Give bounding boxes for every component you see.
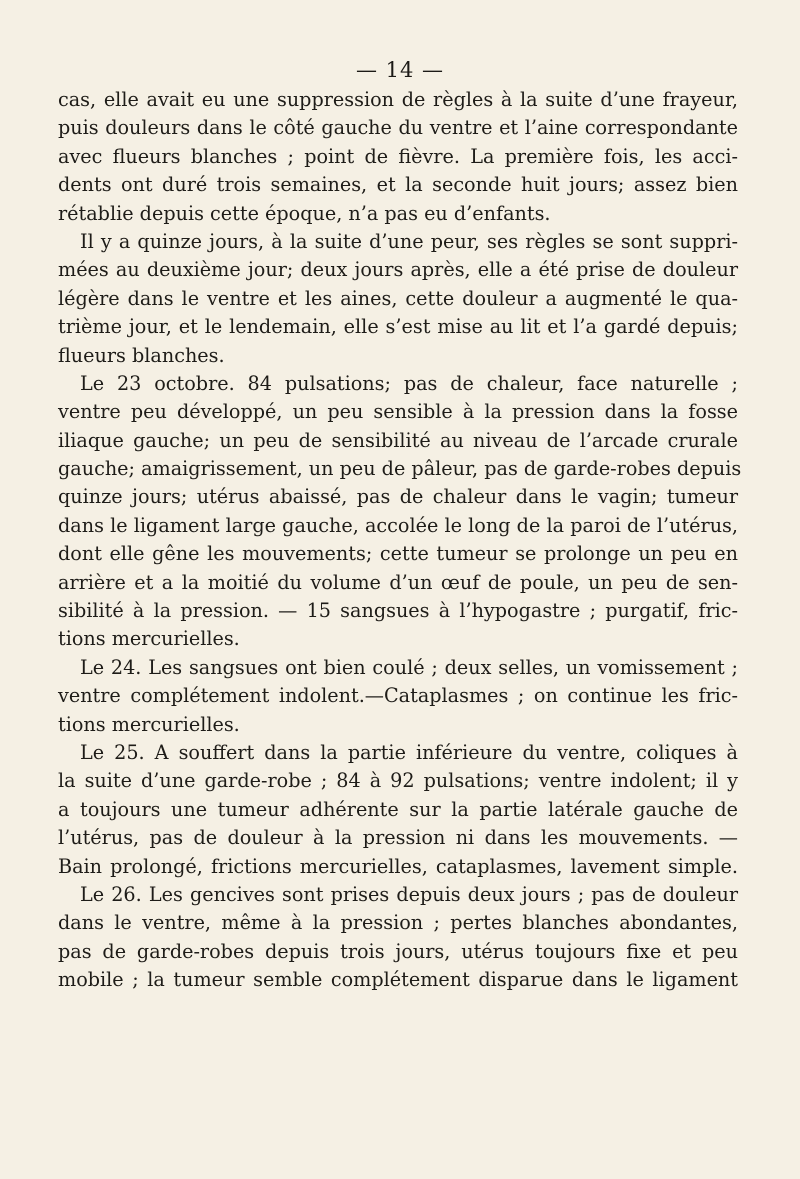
text-line: mées au deuxième jour; deux jours après, elle a été prise de douleur [58,258,738,282]
text-line: dont elle gêne les mouvements; cette tumeur se prolonge un peu en [58,542,738,566]
text-line: arrière et a la moitié du volume d’un œuf de poule, un peu de sen- [58,570,738,594]
text-line: Le 25. A souffert dans la partie inférieure du ventre, coliques à [80,740,738,764]
text-line: l’utérus, pas de douleur à la pression ni dans les mouvements. — [58,826,738,850]
text-line: sibilité à la pression. — 15 sangsues à l’hypogastre ; purgatif, fric- [58,599,738,623]
text-line: quinze jours; utérus abaissé, pas de chaleur dans le vagin; tumeur [58,485,738,509]
text-line: Le 26. Les gencives sont prises depuis deux jours ; pas de douleur [80,882,738,906]
text-line: puis douleurs dans le côté gauche du ventre et l’aine correspondante [58,116,738,140]
text-line: pas de garde-robes depuis trois jours, utérus toujours fixe et peu [58,939,738,963]
text-line: mobile ; la tumeur semble complétement disparue dans le ligament [58,968,738,992]
text-line: dents ont duré trois semaines, et la seconde huit jours; assez bien [58,173,738,197]
text-line: trième jour, et le lendemain, elle s’est mise au lit et l’a gardé depuis; [58,315,738,339]
text-line: Le 24. Les sangsues ont bien coulé ; deux selles, un vomissement ; [80,655,738,679]
text-line: gauche; amaigrissement, un peu de pâleur, pas de garde-robes depuis [58,457,742,481]
text-line: Il y a quinze jours, à la suite d’une peur, ses règles se sont suppri- [80,229,738,253]
text-line: la suite d’une garde-robe ; 84 à 92 pulsations; ventre indolent; il y [58,769,738,793]
text-line: Le 23 octobre. 84 pulsations; pas de chaleur, face naturelle ; [80,371,738,395]
text-line: flueurs blanches. [58,343,225,367]
text-line: ventre peu développé, un peu sensible à la pression dans la fosse [58,400,738,424]
text-line: ventre complétement indolent.—Cataplasmes ; on continue les fric- [58,684,738,708]
text-line: cas, elle avait eu une suppression de règles à la suite d’une frayeur, [58,88,738,111]
body-text [58,86,742,995]
text-line: tions mercurielles. [58,627,240,651]
page-number: — 14 — [355,58,445,82]
text-line: dans le ligament large gauche, accolée le long de la paroi de l’utérus, [58,513,738,537]
text-line: dans le ventre, même à la pression ; pertes blanches abondantes, [58,911,738,935]
text-line: a toujours une tumeur adhérente sur la partie latérale gauche de [58,797,738,821]
text-line: tions mercurielles. [58,712,240,736]
text-line: Bain prolongé, frictions mercurielles, cataplasmes, lavement simple. [58,854,738,878]
text-line: rétablie depuis cette époque, n’a pas eu d’enfants. [58,201,551,225]
text-line: avec flueurs blanches ; point de fièvre. La première fois, les acci- [58,144,738,168]
text-line: légère dans le ventre et les aines, cette douleur a augmenté le qua- [58,286,738,310]
text-line: iliaque gauche; un peu de sensibilité au niveau de l’arcade crurale [58,428,738,452]
